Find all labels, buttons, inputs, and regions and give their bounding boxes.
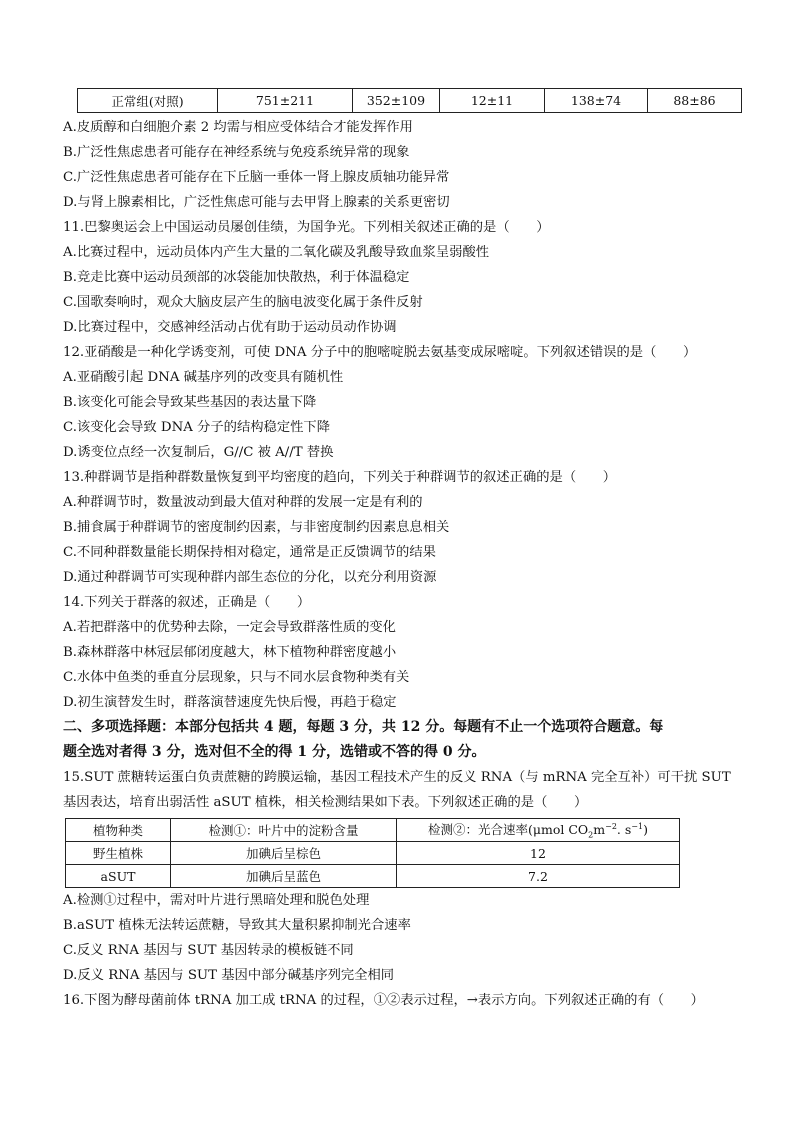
table-cell: 138±74 xyxy=(545,89,648,113)
table-cell: 88±86 xyxy=(648,89,742,113)
question-15: 15.SUT 蔗糖转运蛋白负责蔗糖的跨膜运输，基因工程技术产生的反义 RNA（与 mRNA 完全互补）可干扰 SUT xyxy=(63,770,731,785)
option-line: D.比赛过程中，交感神经活动占优有助于运动员动作协调 xyxy=(63,320,397,335)
table-cell: 加碘后呈蓝色 xyxy=(171,865,397,888)
table-cell: 352±109 xyxy=(353,89,440,113)
header-text: 检测②：光合速率(μmol CO xyxy=(428,822,589,838)
detection-table xyxy=(65,818,680,888)
table-cell: 加碘后呈棕色 xyxy=(171,842,397,865)
option-line: A.若把群落中的优势种去除，一定会导致群落性质的变化 xyxy=(63,620,396,635)
table-cell: 7.2 xyxy=(397,865,680,888)
table-header-row xyxy=(66,819,680,842)
section-heading: 二、多项选择题：本部分包括共 4 题，每题 3 分，共 12 分。每题有不止一个选项符合题意。每 xyxy=(63,719,664,735)
question-14: 14.下列关于群落的叙述，正确是（ ） xyxy=(63,595,311,610)
header-text: ) xyxy=(643,822,648,838)
header-text: . s xyxy=(616,822,632,838)
option-line: C.水体中鱼类的垂直分层现象，只与不同水层食物种类有关 xyxy=(63,670,410,685)
option-line: A.种群调节时，数量波动到最大值对种群的发展一定是有利的 xyxy=(63,495,423,510)
question-16: 16.下图为酵母菌前体 tRNA 加工成 tRNA 的过程，①②表示过程，→表示方向。下列叙述正确的有（ ） xyxy=(63,993,704,1008)
header-text: m xyxy=(593,822,606,838)
table-cell: 751±211 xyxy=(218,89,353,113)
option-line: A.检测①过程中，需对叶片进行黑暗处理和脱色处理 xyxy=(63,893,370,908)
option-line: B.广泛性焦虑患者可能存在神经系统与免疫系统异常的现象 xyxy=(63,145,410,160)
table-header xyxy=(397,819,680,842)
table-cell: 野生植株 xyxy=(66,842,171,865)
option-line: D.通过种群调节可实现种群内部生态位的分化，以充分利用资源 xyxy=(63,570,437,585)
subscript: 2 xyxy=(588,830,594,840)
table-row xyxy=(66,842,680,865)
question-12: 12.亚硝酸是一种化学诱变剂，可使 DNA 分子中的胞嘧啶脱去氨基变成尿嘧啶。下列叙述错误的是（ ） xyxy=(63,345,697,360)
option-line: C.国歌奏响时，观众大脑皮层产生的脑电波变化属于条件反射 xyxy=(63,295,423,310)
question-13: 13.种群调节是指种群数量恢复到平均密度的趋向，下列关于种群调节的叙述正确的是（ ） xyxy=(63,470,617,485)
option-line: C.该变化会导致 DNA 分子的结构稳定性下降 xyxy=(63,420,331,435)
option-line: A.比赛过程中，远动员体内产生大量的二氧化碳及乳酸导致血浆呈弱酸性 xyxy=(63,245,490,260)
option-line: A.皮质醇和白细胞介素 2 均需与相应受体结合才能发挥作用 xyxy=(63,120,413,135)
option-line: B.该变化可能会导致某些基因的表达量下降 xyxy=(63,395,317,410)
table-row xyxy=(78,89,742,113)
table-header: 植物种类 xyxy=(66,819,171,842)
superscript: −2 xyxy=(605,822,617,832)
table-cell: aSUT xyxy=(66,865,171,888)
option-line: D.与肾上腺素相比，广泛性焦虑可能与去甲肾上腺素的关系更密切 xyxy=(63,195,450,210)
data-table-normal-group xyxy=(77,88,742,113)
option-line: C.反义 RNA 基因与 SUT 基因转录的模板链不同 xyxy=(63,943,354,958)
option-line: B.竞走比赛中运动员颈部的冰袋能加快散热，利于体温稳定 xyxy=(63,270,410,285)
option-line: B.捕食属于种群调节的密度制约因素，与非密度制约因素息息相关 xyxy=(63,520,450,535)
option-line: B.aSUT 植株无法转运蔗糖，导致其大量积累抑制光合速率 xyxy=(63,918,411,933)
table-header: 检测①：叶片中的淀粉含量 xyxy=(171,819,397,842)
option-line: D.初生演替发生时，群落演替速度先快后慢，再趋于稳定 xyxy=(63,695,397,710)
option-line: D.反义 RNA 基因与 SUT 基因中部分碱基序列完全相同 xyxy=(63,968,395,983)
table-cell: 12±11 xyxy=(440,89,545,113)
option-line: C.不同种群数量能长期保持相对稳定，通常是正反馈调节的结果 xyxy=(63,545,436,560)
option-line: A.亚硝酸引起 DNA 碱基序列的改变具有随机性 xyxy=(63,370,344,385)
option-line: D.诱变位点经一次复制后，G//C 被 A//T 替换 xyxy=(63,445,334,460)
option-line: C.广泛性焦虑患者可能存在下丘脑一垂体一肾上腺皮质轴功能异常 xyxy=(63,170,450,185)
superscript: −1 xyxy=(631,822,644,832)
question-text xyxy=(63,115,763,1013)
section-heading: 题全选对者得 3 分，选对但不全的得 1 分，选错或不答的得 0 分。 xyxy=(63,744,486,760)
table-row xyxy=(66,865,680,888)
table-cell: 12 xyxy=(397,842,680,865)
question-15-cont: 基因表达，培育出弱活性 aSUT 植株，相关检测结果如下表。下列叙述正确的是（ ） xyxy=(63,795,588,810)
question-11: 11.巴黎奥运会上中国运动员屡创佳绩，为国争光。下列相关叙述正确的是（ ） xyxy=(63,220,550,235)
option-line: B.森林群落中林冠层郁闭度越大，林下植物种群密度越小 xyxy=(63,645,397,660)
table-cell: 正常组(对照) xyxy=(78,89,218,113)
